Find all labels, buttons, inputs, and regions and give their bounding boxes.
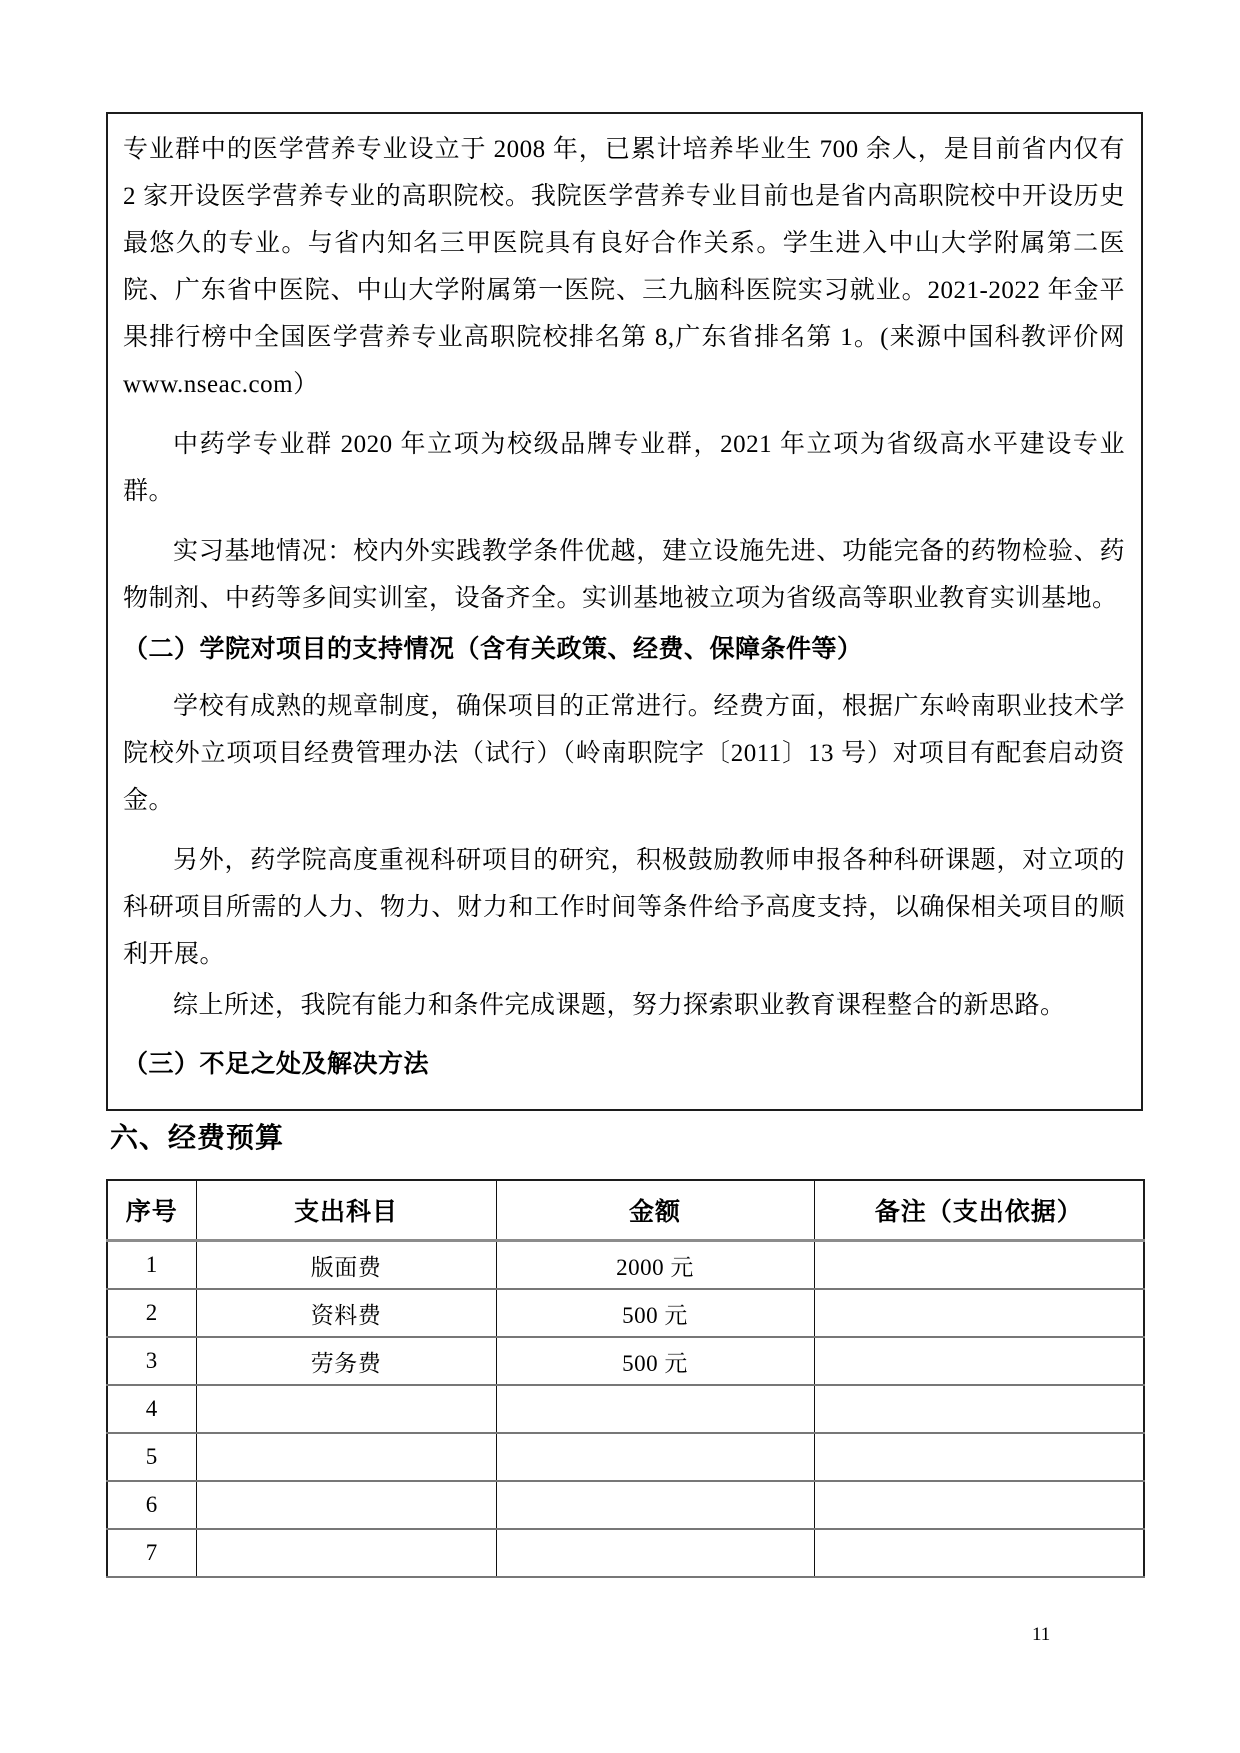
budget-table [106,1179,1145,1578]
content-box [106,112,1143,1111]
paragraph-shortcomings-detail [123,1100,1125,1111]
paragraph-training-base: 实习基地情况：校内外实践教学条件优越，建立设施先进、功能完备的药物检验、药物制剂、中药等多间实训室，设备齐全。实训基地被立项为省级高等职业教育实训基地。 [123,538,1125,612]
cell-item [196,1433,496,1481]
cell-item [196,1385,496,1433]
cell-amount: 500 元 [496,1337,814,1385]
page-number: 11 [1032,1624,1051,1645]
paragraph-tcm-major-group: 中药学专业群 2020 年立项为校级品牌专业群，2021 年立项为省级高水平建设专业群。 [123,431,1125,505]
table-row [107,1385,1144,1433]
table-row [107,1337,1144,1385]
cell-no: 4 [107,1385,196,1433]
section-title-budget: 六、经费预算 [110,1122,285,1153]
table-row [107,1433,1144,1481]
heading-support-situation: （二）学院对项目的支持情况（含有关政策、经费、保障条件等） [123,635,863,663]
heading-shortcomings: （三）不足之处及解决方法 [123,1050,430,1078]
cell-amount [496,1385,814,1433]
cell-item [196,1529,496,1577]
table-row [107,1529,1144,1577]
cell-note [814,1241,1144,1290]
cell-no: 5 [107,1433,196,1481]
cell-no: 6 [107,1481,196,1529]
cell-no: 2 [107,1289,196,1337]
cell-note [814,1433,1144,1481]
cell-amount [496,1481,814,1529]
cell-item: 资料费 [196,1289,496,1337]
cell-item: 劳务费 [196,1337,496,1385]
table-row [107,1241,1144,1290]
cell-note [814,1385,1144,1433]
cell-item: 版面费 [196,1241,496,1290]
cell-amount [496,1433,814,1481]
cell-amount [496,1529,814,1577]
column-header-amount: 金额 [496,1180,814,1241]
cell-note [814,1529,1144,1577]
column-header-item: 支出科目 [196,1180,496,1241]
table-header-row [107,1180,1144,1241]
paragraph-school-rules: 学校有成熟的规章制度，确保项目的正常进行。经费方面，根据广东岭南职业技术学院校外立项项目经费管理办法（试行）（岭南职院字〔2011〕13 号）对项目有配套启动资金。 [123,693,1125,814]
cell-amount: 500 元 [496,1289,814,1337]
cell-note [814,1481,1144,1529]
cell-no: 1 [107,1241,196,1290]
cell-no: 3 [107,1337,196,1385]
paragraph-summary: 综上所述，我院有能力和条件完成课题，努力探索职业教育课程整合的新思路。 [173,992,1066,1019]
cell-item [196,1481,496,1529]
paragraph-research-support: 另外，药学院高度重视科研项目的研究，积极鼓励教师申报各种科研课题，对立项的科研项目所需的人力、物力、财力和工作时间等条件给予高度支持，以确保相关项目的顺利开展。 [123,847,1125,968]
column-header-note: 备注（支出依据） [814,1180,1144,1241]
paragraph-medical-nutrition: 专业群中的医学营养专业设立于 2008 年，已累计培养毕业生 700 余人，是目前省内仅有 2 家开设医学营养专业的高职院校。我院医学营养专业目前也是省内高职院校中开设历史最悠久的专业。与省内知名三甲医院具有良好合作关系。学生进入中山大学附属第二医院、广东省中医院、中山大学附属第一医院、三九脑科医院实习就业。2021-2022 年金平果排行榜中全国医学营养专业高职院校排名第 8,广东省排名第 1。(来源中国科教评价网 www.nseac.com） [123,136,1125,398]
table-row [107,1289,1144,1337]
cell-amount: 2000 元 [496,1241,814,1290]
cell-no: 7 [107,1529,196,1577]
cell-note [814,1337,1144,1385]
cell-note [814,1289,1144,1337]
column-header-no: 序号 [107,1180,196,1241]
table-row [107,1481,1144,1529]
